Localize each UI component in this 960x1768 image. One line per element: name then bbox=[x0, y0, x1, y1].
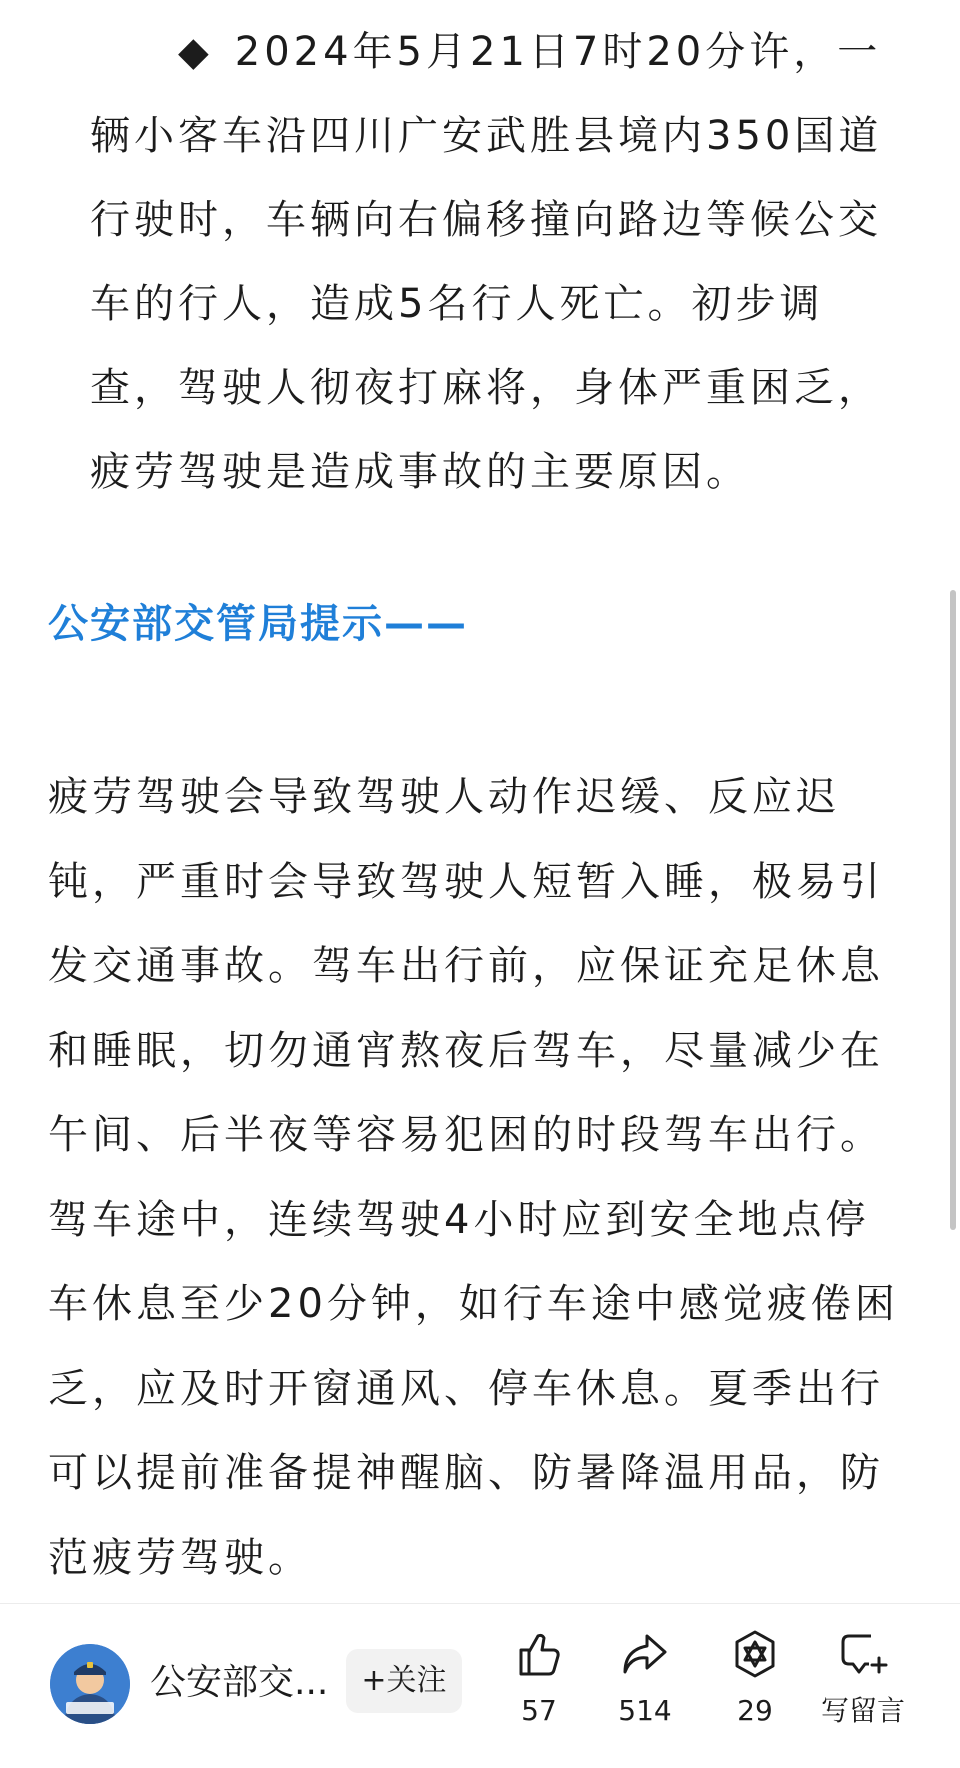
comment-label: 写留言 bbox=[820, 1694, 905, 1727]
diamond-bullet-icon: ◆ bbox=[178, 29, 213, 75]
recommend-button[interactable] bbox=[700, 1628, 810, 1748]
paragraph-advice: 疲劳驾驶会导致驾驶人动作迟缓、反应迟钝，严重时会导致驾驶人短暂入睡，极易引发交通事故。驾车出行前，应保证充足休息和睡眠，切勿通宵熬夜后驾车，尽量减少在午间、后半夜等容易犯困的时段驾车出行。驾车途中，连续驾驶4小时应到安全地点停车休息至少20分钟，如行车途中感觉疲倦困乏，应及时开窗通风、停车休息。夏季出行可以提前准备提神醒脑、防暑降温用品，防范疲劳驾驶。 bbox=[48, 774, 899, 1581]
bottom-action-bar bbox=[0, 1603, 960, 1768]
paragraph-incident-text: 2024年5月21日7时20分许，一辆小客车沿四川广安武胜县境内350国道行驶时，车辆向右偏移撞向路边等候公交车的行人，造成5名行人死亡。初步调查，驾驶人彻夜打麻将，身体严重困乏，疲劳驾驶是造成事故的主要原因。 bbox=[90, 29, 883, 495]
scrollbar[interactable] bbox=[950, 590, 956, 1230]
share-arrow-icon bbox=[619, 1628, 671, 1680]
share-count: 514 bbox=[618, 1694, 672, 1727]
police-avatar-icon bbox=[50, 1644, 130, 1724]
recommend-count: 29 bbox=[737, 1694, 773, 1727]
section-heading: 公安部交管局提示—— bbox=[48, 601, 468, 647]
follow-button[interactable]: +关注 bbox=[346, 1649, 462, 1713]
comment-plus-icon bbox=[837, 1628, 889, 1680]
thumbs-up-icon bbox=[513, 1628, 565, 1680]
recommend-star-icon bbox=[729, 1628, 781, 1680]
like-count: 57 bbox=[521, 1694, 557, 1727]
paragraph-incident bbox=[90, 10, 890, 514]
avatar[interactable] bbox=[50, 1644, 130, 1724]
share-button[interactable] bbox=[590, 1628, 700, 1748]
like-button[interactable] bbox=[484, 1628, 594, 1748]
account-name[interactable]: 公安部交... bbox=[150, 1662, 329, 1703]
comment-button[interactable] bbox=[808, 1628, 918, 1748]
